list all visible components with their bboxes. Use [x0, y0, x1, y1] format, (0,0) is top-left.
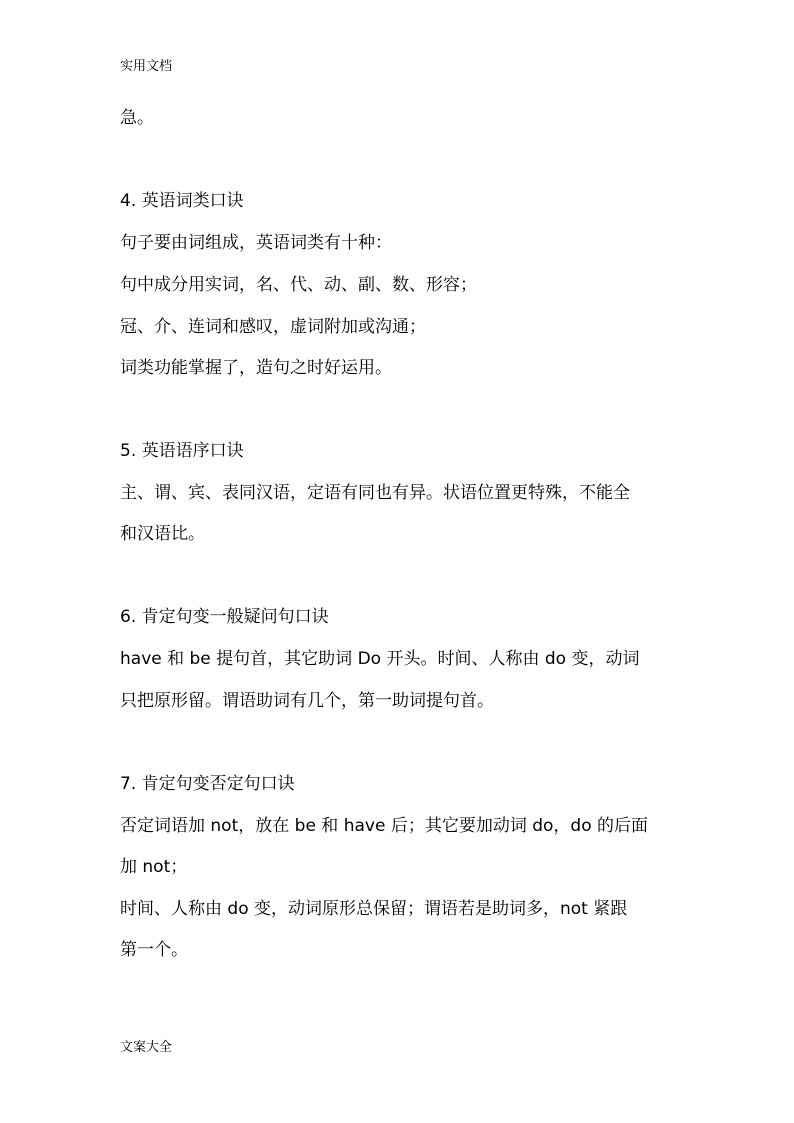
- section-5-heading: 5. 英语语序口诀: [120, 441, 244, 461]
- page-header: 实用文档: [120, 59, 173, 74]
- section-7-line-1: 否定词语加 not，放在 be 和 have 后；其它要加动词 do，do 的后面: [120, 816, 649, 836]
- section-4-heading: 4. 英语词类口诀: [120, 191, 244, 211]
- section-4-line-3: 冠、介、连词和感叹，虚词附加或沟通；: [120, 317, 426, 337]
- section-5-line-2: 和汉语比。: [120, 524, 205, 544]
- section-7-heading: 7. 肯定句变否定句口诀: [120, 774, 295, 794]
- section-4-line-1: 句子要由词组成，英语词类有十种：: [120, 233, 392, 253]
- section-4-line-2: 句中成分用实词，名、代、动、副、数、形容；: [120, 275, 477, 295]
- section-7-line-2: 加 not；: [120, 857, 188, 877]
- section-6-heading: 6. 肯定句变一般疑问句口诀: [120, 607, 329, 627]
- intro-text: 急。: [120, 108, 154, 128]
- page-footer: 文案大全: [120, 1040, 173, 1055]
- section-7-line-3: 时间、人称由 do 变，动词原形总保留；谓语若是助词多，not 紧跟: [120, 899, 628, 919]
- section-7-line-4: 第一个。: [120, 940, 188, 960]
- section-4-line-4: 词类功能掌握了，造句之时好运用。: [120, 358, 392, 378]
- section-6-line-1: have 和 be 提句首，其它助词 Do 开头。时间、人称由 do 变，动词: [120, 649, 640, 669]
- section-5-line-1: 主、谓、宾、表同汉语，定语有同也有异。状语位置更特殊，不能全: [120, 483, 630, 503]
- section-6-line-2: 只把原形留。谓语助词有几个，第一助词提句首。: [120, 691, 494, 711]
